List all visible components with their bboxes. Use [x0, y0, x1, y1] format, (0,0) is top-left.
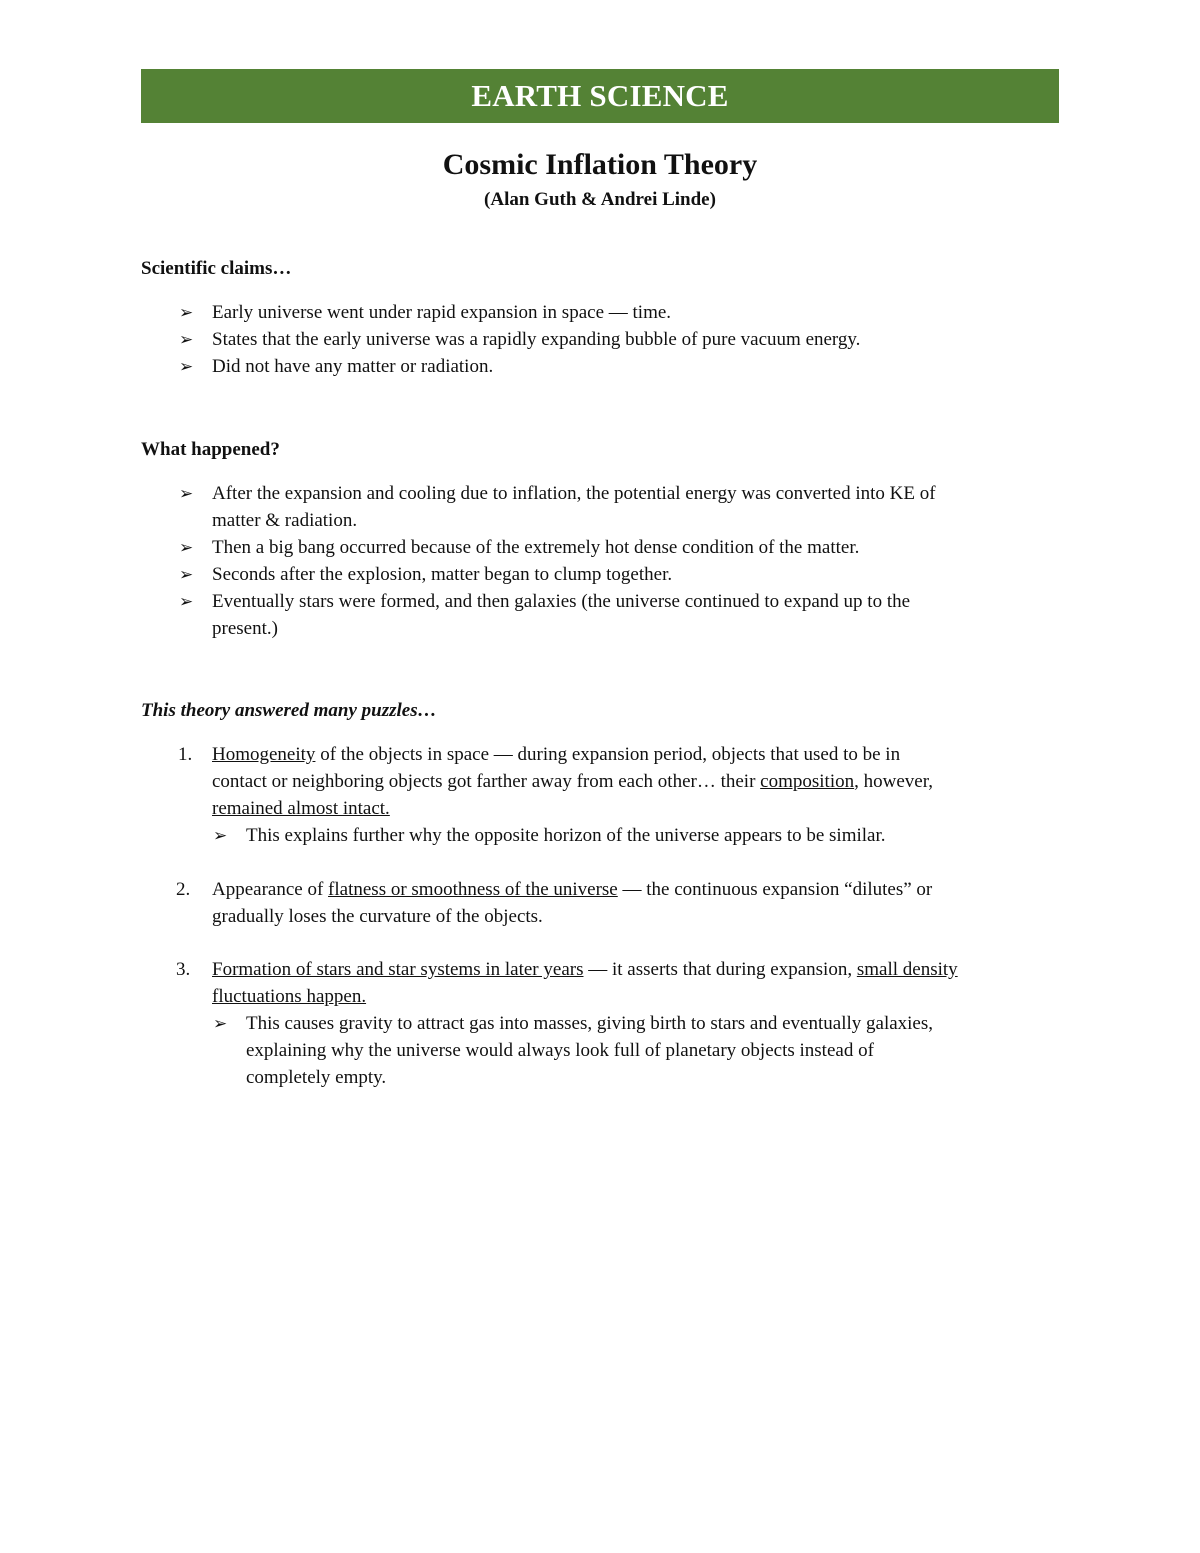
- sub-list-item-continuation: completely empty.: [246, 1067, 387, 1088]
- list-item: States that the early universe was a rapidly expanding bubble of pure vacuum energy.: [212, 329, 861, 350]
- bullet-arrow-icon: ➢: [213, 1014, 228, 1033]
- section-heading-puzzles: This theory answered many puzzles…: [141, 700, 437, 721]
- bullet-arrow-icon: ➢: [179, 330, 194, 349]
- underlined-term: flatness or smoothness of the universe: [328, 879, 618, 900]
- item-text: Appearance of: [212, 879, 329, 900]
- list-number: 1.: [178, 744, 193, 765]
- item-text: — the continuous expansion “dilutes” or: [617, 879, 933, 900]
- page-subtitle: (Alan Guth & Andrei Linde): [484, 189, 716, 210]
- item-text: contact or neighboring objects got farther away from each other… their: [212, 771, 761, 792]
- header-banner: [141, 69, 1059, 123]
- underlined-term: small density: [856, 959, 958, 980]
- underlined-term: composition: [760, 771, 855, 792]
- list-number: 2.: [176, 879, 191, 900]
- section-heading-what-happened: What happened?: [141, 439, 280, 460]
- bullet-arrow-icon: ➢: [179, 303, 194, 322]
- numbered-item-continuation: [212, 983, 366, 1010]
- list-number: 3.: [176, 959, 191, 980]
- list-item-continuation: matter & radiation.: [212, 510, 358, 531]
- list-item: Eventually stars were formed, and then galaxies (the universe continued to expand up to the: [212, 591, 911, 612]
- numbered-item: [212, 876, 932, 903]
- list-item: After the expansion and cooling due to inflation, the potential energy was converted into KE of: [212, 483, 936, 504]
- bullet-arrow-icon: ➢: [179, 484, 194, 503]
- bullet-arrow-icon: ➢: [179, 565, 194, 584]
- underlined-term: Homogeneity: [212, 744, 316, 765]
- page-title: Cosmic Inflation Theory: [442, 148, 758, 181]
- list-item: Early universe went under rapid expansion in space — time.: [212, 302, 672, 323]
- bullet-arrow-icon: ➢: [213, 826, 228, 845]
- numbered-item: [212, 956, 958, 983]
- list-item: Then a big bang occurred because of the extremely hot dense condition of the matter.: [212, 537, 860, 558]
- list-item-continuation: present.): [212, 618, 278, 639]
- list-item: Did not have any matter or radiation.: [212, 356, 494, 377]
- numbered-item-continuation: [212, 795, 390, 822]
- section-heading-scientific-claims: Scientific claims…: [141, 258, 292, 279]
- banner-title: EARTH SCIENCE: [471, 78, 729, 113]
- underlined-term: remained almost intact.: [212, 798, 390, 819]
- numbered-item-continuation: gradually loses the curvature of the objects.: [212, 906, 543, 927]
- item-text: of the objects in space — during expansion period, objects that used to be in: [315, 744, 901, 765]
- underlined-term: fluctuations happen.: [212, 986, 367, 1007]
- bullet-arrow-icon: ➢: [179, 592, 194, 611]
- underlined-term: Formation of stars and star systems in later years: [212, 959, 584, 980]
- bullet-arrow-icon: ➢: [179, 538, 194, 557]
- bullet-arrow-icon: ➢: [179, 357, 194, 376]
- item-text: — it asserts that during expansion,: [583, 959, 857, 980]
- sub-list-item: This explains further why the opposite horizon of the universe appears to be similar.: [246, 825, 886, 846]
- item-text: , however,: [854, 771, 934, 792]
- numbered-item-continuation: [212, 768, 933, 795]
- sub-list-item-continuation: explaining why the universe would always look full of planetary objects instead of: [246, 1040, 874, 1061]
- numbered-item: [212, 741, 900, 768]
- list-item: Seconds after the explosion, matter began to clump together.: [212, 564, 673, 585]
- sub-list-item: This causes gravity to attract gas into masses, giving birth to stars and eventually galaxies,: [246, 1013, 934, 1034]
